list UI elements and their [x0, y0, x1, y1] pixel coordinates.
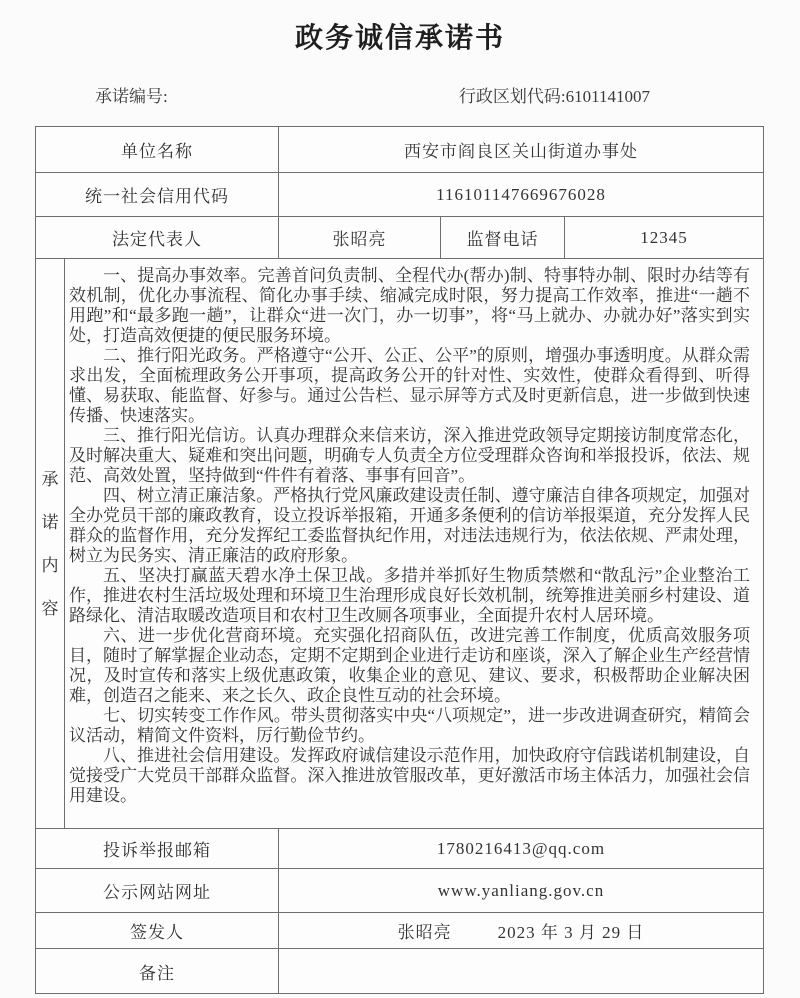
- remarks-value: [279, 949, 763, 993]
- row-website: [36, 869, 763, 913]
- promise-number-label: 承诺编号:: [95, 87, 168, 106]
- website-label: 公示网站网址: [36, 869, 279, 912]
- supervision-phone-value: 12345: [640, 227, 688, 247]
- issue-date: 2023 年 3 月 29 日: [497, 923, 645, 942]
- credit-code-label: 统一社会信用代码: [36, 173, 279, 216]
- commitment-label-char: 承: [41, 469, 59, 489]
- admin-code-label: 行政区划代码:: [458, 87, 566, 106]
- complaint-email-value: 1780216413@qq.com: [436, 838, 606, 858]
- row-credit-code: [36, 173, 763, 217]
- content-paragraph-3: 三、推行阳光信访。认真办理群众来信来访，深入推进党政领导定期接访制度常态化，及时解决重大、疑难和突出问题，明确专人负责全方位受理群众咨询和举报投诉，依法、规范、高效处置，坚持做到“件件有着落、事事有回音”。: [69, 426, 750, 485]
- content-paragraph-7: 七、切实转变工作作风。带头贯彻落实中央“八项规定”，进一步改进调查研究，精简会议活动，精简文件资料，厉行勤俭节约。: [69, 706, 750, 745]
- remarks-label: 备注: [36, 949, 279, 993]
- row-commitment-content: [36, 259, 763, 829]
- legal-rep-label: 法定代表人: [36, 217, 279, 258]
- row-remarks: [36, 949, 763, 993]
- content-paragraph-1: 一、提高办事效率。完善首问负责制、全程代办(帮办)制、特事特办制、限时办结等有效机制，优化办事流程、简化办事手续、缩减完成时限，努力提高工作效率，推进“一趟不用跑”和“最多跑一趟”，让群众“进一次门，办一切事”，将“马上就办、办就办好”落实到实处，打造高效便捷的便民服务环境。: [69, 266, 750, 345]
- credit-code-value: 116101147669676028: [436, 184, 606, 204]
- issuer-value-cell: [279, 913, 763, 948]
- content-paragraph-6: 六、进一步优化营商环境。充实强化招商队伍，改进完善工作制度，优质高效服务项目，随时了解掌握企业动态，定期不定期到企业进行走访和座谈，深入了解企业生产经营情况，及时宣传和落实上级优惠政策，收集企业的意见、建议、要求，积极帮助企业解决困难，创造召之能来、来之长久、政企良性互动的社会环境。: [69, 626, 750, 705]
- unit-name-label: 单位名称: [36, 127, 279, 172]
- page-title: 政务诚信承诺书: [294, 23, 505, 54]
- row-unit-name: [36, 127, 763, 173]
- website-value: www.yanliang.gov.cn: [437, 880, 605, 900]
- row-legal-rep: [36, 217, 763, 259]
- row-complaint-email: [36, 829, 763, 869]
- content-paragraph-5: 五、坚决打赢蓝天碧水净土保卫战。多措并举抓好生物质禁燃和“散乱污”企业整治工作，推进农村生活垃圾处理和环境卫生治理形成良好长效机制，统筹推进美丽乡村建设、道路绿化、清洁取暖改造项目和农村卫生改厕各项事业，全面提升农村人居环境。: [69, 566, 750, 625]
- commitment-content-label: [36, 259, 65, 828]
- commitment-content-body: [65, 259, 763, 828]
- content-paragraph-4: 四、树立清正廉洁象。严格执行党风廉政建设责任制、遵守廉洁自律各项规定，加强对全办党员干部的廉政教育，设立投诉举报箱，开通多条便利的信访举报渠道，充分发挥人民群众的监督作用，充分发挥纪工委监督执纪作用，对违法违规行为，依法依规、严肃处理，树立为民务实、清正廉洁的政府形象。: [69, 486, 750, 565]
- commitment-form-table: [35, 126, 764, 994]
- supervision-phone-label: 监督电话: [441, 217, 565, 258]
- issuer-name: 张昭亮: [397, 923, 452, 942]
- legal-rep-value: 张昭亮: [279, 217, 441, 258]
- commitment-label-char: 内: [41, 555, 59, 575]
- admin-division-code: [459, 82, 650, 107]
- meta-row: [0, 82, 800, 107]
- issuer-label: 签发人: [36, 913, 279, 948]
- content-paragraph-8: 八、推进社会信用建设。发挥政府诚信建设示范作用，加快政府守信践诺机制建设，自觉接受广大党员干部群众监督。深入推进放管服改革，更好激活市场主体活力，加强社会信用建设。: [69, 746, 750, 805]
- row-issuer: [36, 913, 763, 949]
- complaint-email-label: 投诉举报邮箱: [36, 829, 279, 868]
- unit-name-value: 西安市阎良区关山街道办事处: [404, 142, 638, 161]
- commitment-label-char: 容: [41, 598, 59, 618]
- admin-code-value: 6101141007: [565, 87, 650, 106]
- commitment-label-char: 诺: [41, 512, 59, 532]
- content-paragraph-2: 二、推行阳光政务。严格遵守“公开、公正、公平”的原则，增强办事透明度。从群众需求出发，全面梳理政务公开事项，提高政务公开的针对性、实效性，使群众看得到、听得懂、易获取、能监督、好参与。通过公告栏、显示屏等方式及时更新信息，进一步做到快速传播、快速落实。: [69, 346, 750, 425]
